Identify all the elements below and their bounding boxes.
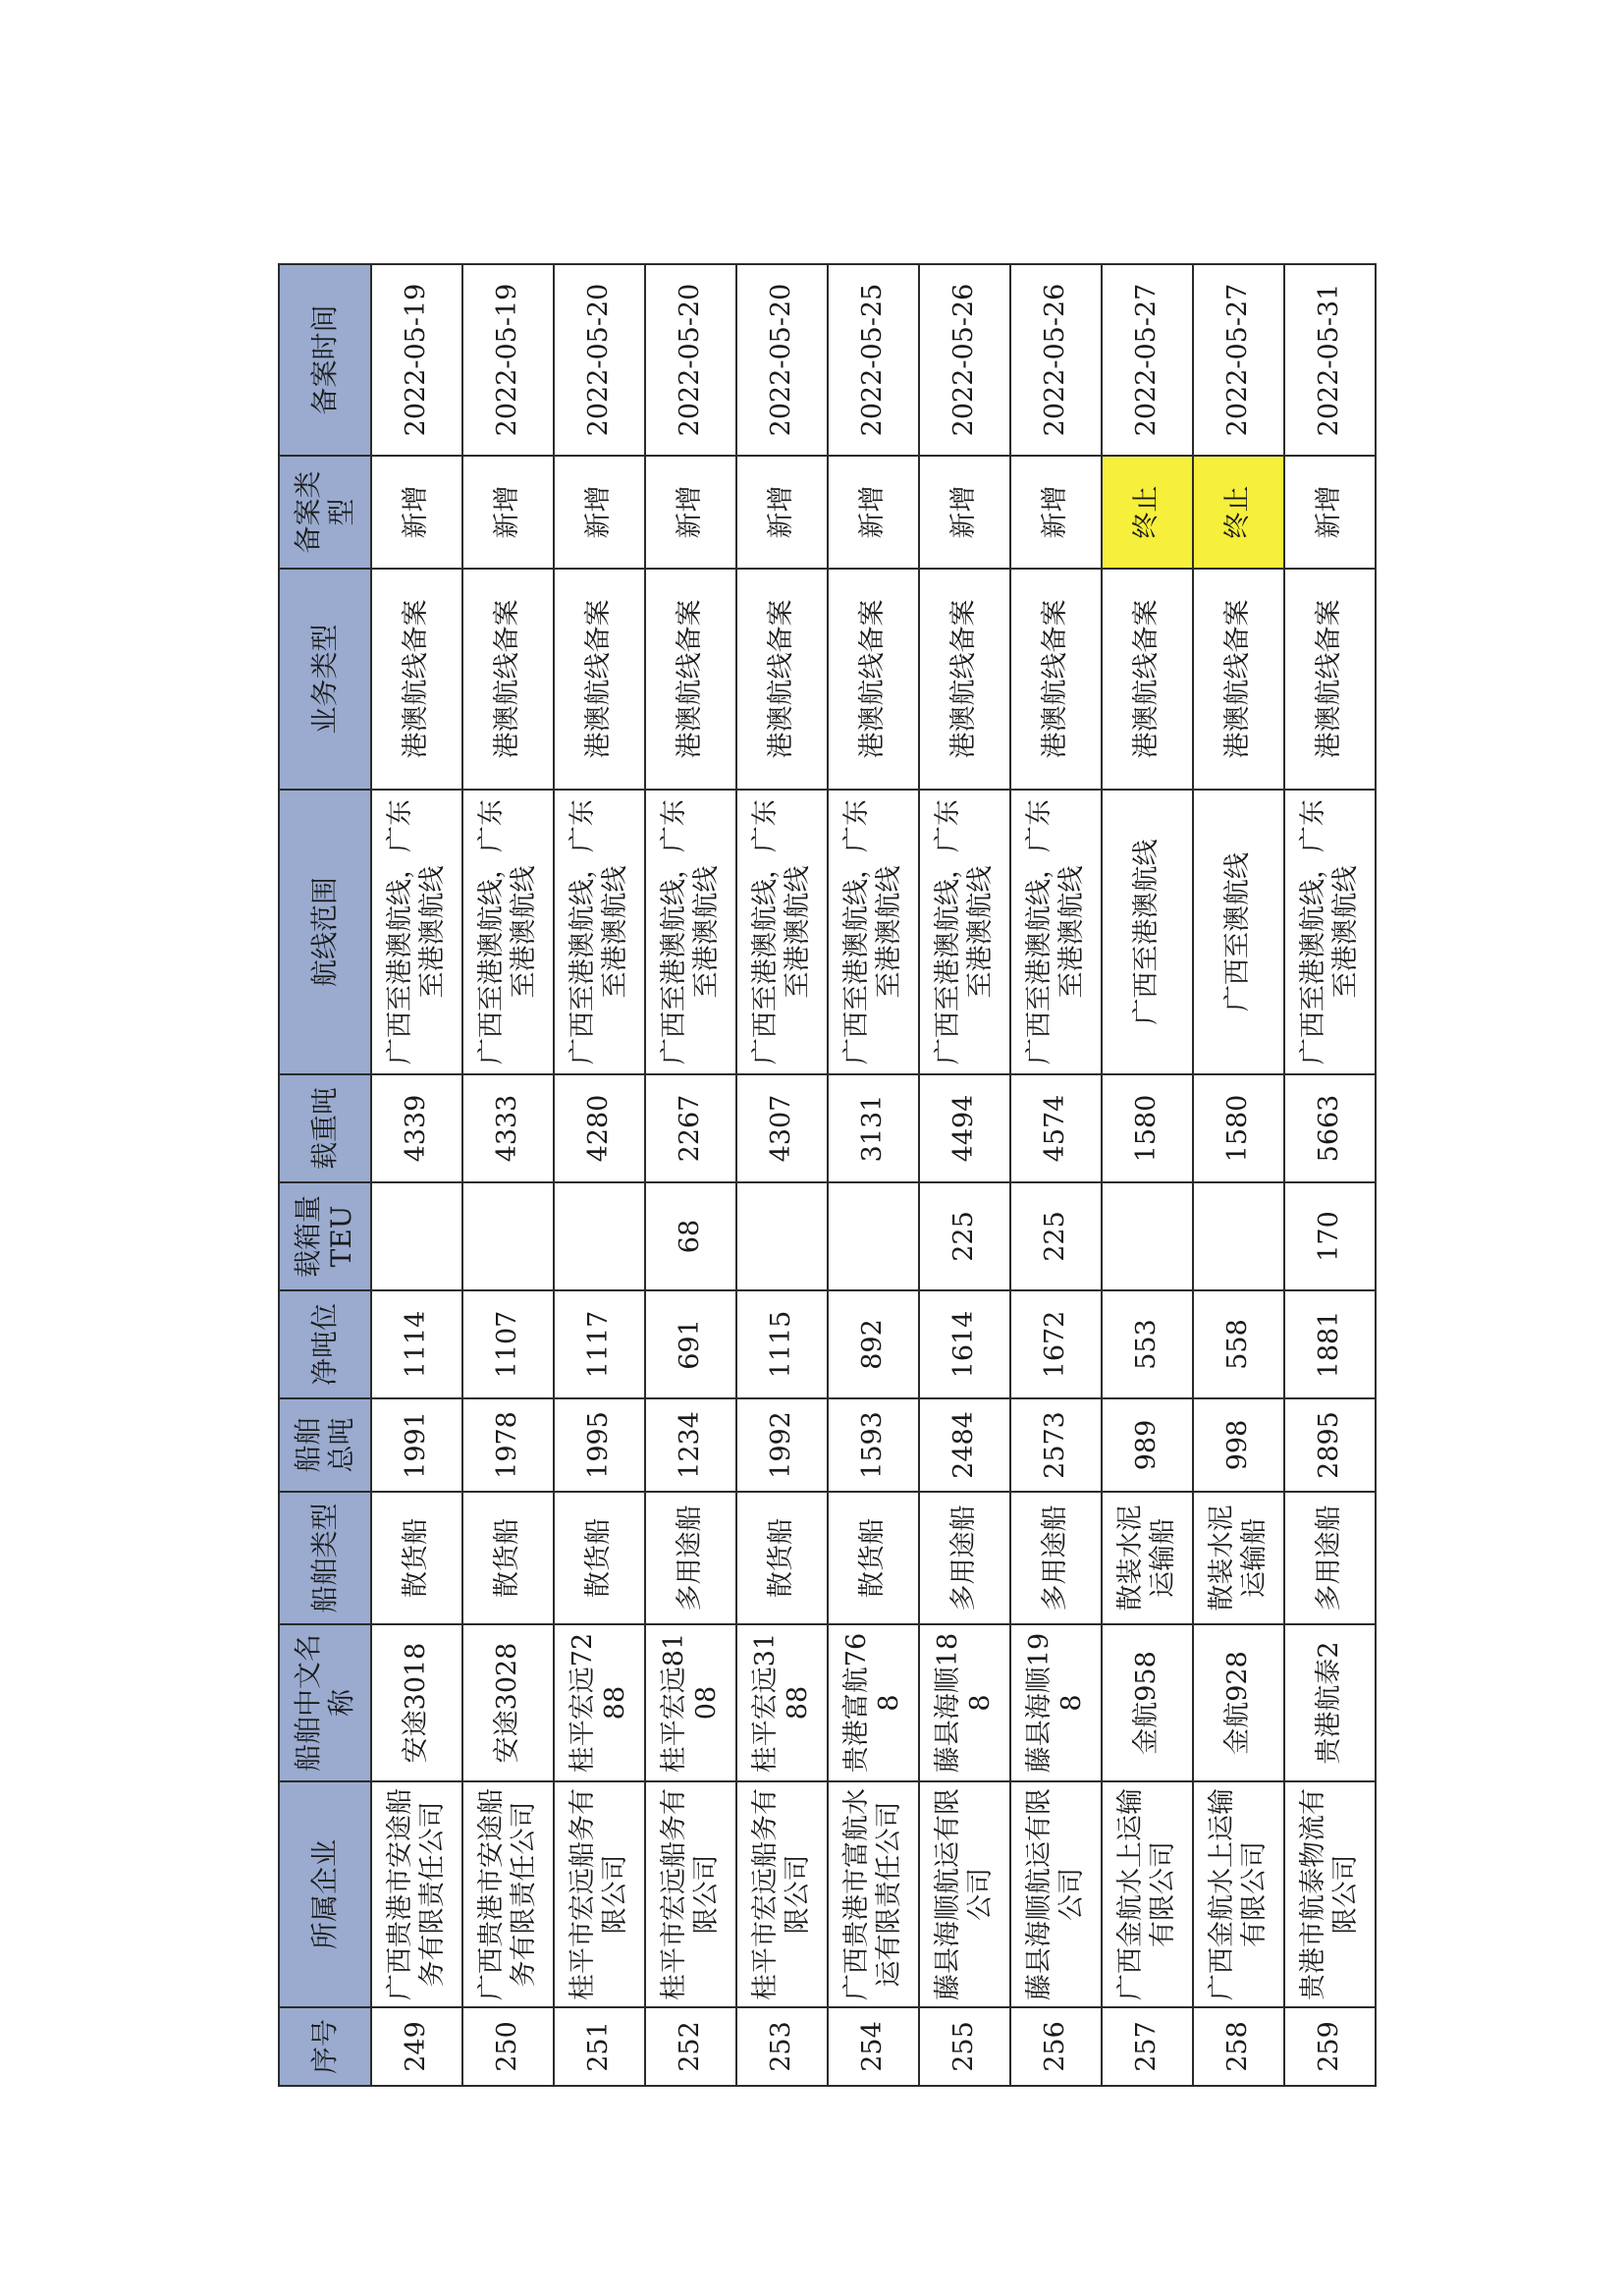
header-cell: 船舶总吨 [279,1398,371,1492]
deadweight-cell: 4494 [919,1074,1010,1182]
business-type-cell: 港澳航线备案 [1284,569,1376,790]
business-type-cell: 港澳航线备案 [1102,569,1193,790]
deadweight-cell: 4307 [736,1074,828,1182]
gross-tonnage-cell: 1995 [554,1398,645,1492]
teu-cell [828,1182,919,1290]
vessel-type-cell: 散货船 [371,1492,462,1624]
seq-cell: 255 [919,2007,1010,2086]
teu-cell [736,1182,828,1290]
filing-type-cell: 终止 [1102,456,1193,569]
business-type-cell: 港澳航线备案 [645,569,736,790]
vessel-type-cell: 多用途船 [1284,1492,1376,1624]
filing-type-cell: 新增 [736,456,828,569]
vessel-filing-table [278,263,1377,2087]
company-cell: 藤县海顺航运有限公司 [919,1781,1010,2007]
company-cell: 桂平市宏远船务有限公司 [736,1781,828,2007]
vessel-type-cell: 多用途船 [919,1492,1010,1624]
company-cell: 桂平市宏远船务有限公司 [645,1781,736,2007]
vessel-type-cell: 散货船 [828,1492,919,1624]
teu-cell [554,1182,645,1290]
deadweight-cell: 2267 [645,1074,736,1182]
filing-date-cell: 2022-05-20 [554,264,645,456]
seq-cell: 257 [1102,2007,1193,2086]
seq-cell: 250 [462,2007,554,2086]
company-cell: 广西贵港市富航水运有限责任公司 [828,1781,919,2007]
vessel-type-cell: 散货船 [736,1492,828,1624]
vessel-name-cell: 贵港航泰2 [1284,1624,1376,1781]
vessel-name-cell: 金航958 [1102,1624,1193,1781]
gross-tonnage-cell: 1992 [736,1398,828,1492]
business-type-cell: 港澳航线备案 [554,569,645,790]
route-scope-cell: 广西至港澳航线，广东至港澳航线 [462,790,554,1074]
header-cell: 所属企业 [279,1781,371,2007]
vessel-type-cell: 散装水泥运输船 [1102,1492,1193,1624]
filing-date-cell: 2022-05-31 [1284,264,1376,456]
header-cell: 备案类型 [279,456,371,569]
teu-cell: 225 [919,1182,1010,1290]
vessel-type-cell: 多用途船 [1010,1492,1102,1624]
gross-tonnage-cell: 1991 [371,1398,462,1492]
vessel-type-cell: 散货船 [554,1492,645,1624]
company-cell: 藤县海顺航运有限公司 [1010,1781,1102,2007]
table-row [462,264,554,2086]
net-tonnage-cell: 558 [1193,1290,1284,1398]
gross-tonnage-cell: 1978 [462,1398,554,1492]
gross-tonnage-cell: 998 [1193,1398,1284,1492]
filing-type-cell: 终止 [1193,456,1284,569]
header-cell: 载重吨 [279,1074,371,1182]
filing-type-cell: 新增 [919,456,1010,569]
net-tonnage-cell: 691 [645,1290,736,1398]
filing-date-cell: 2022-05-27 [1102,264,1193,456]
table-row [371,264,462,2086]
gross-tonnage-cell: 2484 [919,1398,1010,1492]
header-cell: 船舶类型 [279,1492,371,1624]
filing-date-cell: 2022-05-26 [1010,264,1102,456]
route-scope-cell: 广西至港澳航线，广东至港澳航线 [371,790,462,1074]
header-cell: 序号 [279,2007,371,2086]
company-cell: 桂平市宏远船务有限公司 [554,1781,645,2007]
route-scope-cell: 广西至澳航线 [1193,790,1284,1074]
business-type-cell: 港澳航线备案 [462,569,554,790]
route-scope-cell: 广西至港澳航线 [1102,790,1193,1074]
table-row [1102,264,1193,2086]
company-cell: 贵港市航泰物流有限公司 [1284,1781,1376,2007]
vessel-name-cell: 贵港富航768 [828,1624,919,1781]
route-scope-cell: 广西至港澳航线，广东至港澳航线 [736,790,828,1074]
table-row [1193,264,1284,2086]
route-scope-cell: 广西至港澳航线，广东至港澳航线 [828,790,919,1074]
filing-type-cell: 新增 [554,456,645,569]
table-row [1284,264,1376,2086]
deadweight-cell: 5663 [1284,1074,1376,1182]
table-row [554,264,645,2086]
deadweight-cell: 1580 [1193,1074,1284,1182]
seq-cell: 253 [736,2007,828,2086]
filing-date-cell: 2022-05-25 [828,264,919,456]
deadweight-cell: 3131 [828,1074,919,1182]
header-cell: 航线范围 [279,790,371,1074]
filing-date-cell: 2022-05-27 [1193,264,1284,456]
net-tonnage-cell: 1881 [1284,1290,1376,1398]
filing-date-cell: 2022-05-20 [645,264,736,456]
net-tonnage-cell: 1672 [1010,1290,1102,1398]
company-cell: 广西贵港市安途船务有限责任公司 [462,1781,554,2007]
header-cell: 净吨位 [279,1290,371,1398]
header-cell: 备案时间 [279,264,371,456]
seq-cell: 259 [1284,2007,1376,2086]
vessel-type-cell: 多用途船 [645,1492,736,1624]
vessel-name-cell: 藤县海顺188 [919,1624,1010,1781]
deadweight-cell: 4574 [1010,1074,1102,1182]
table-row [1010,264,1102,2086]
seq-cell: 249 [371,2007,462,2086]
vessel-type-cell: 散货船 [462,1492,554,1624]
filing-type-cell: 新增 [371,456,462,569]
net-tonnage-cell: 1107 [462,1290,554,1398]
teu-cell: 68 [645,1182,736,1290]
header-cell: 船舶中文名称 [279,1624,371,1781]
business-type-cell: 港澳航线备案 [1010,569,1102,790]
route-scope-cell: 广西至港澳航线，广东至港澳航线 [919,790,1010,1074]
company-cell: 广西贵港市安途船务有限责任公司 [371,1781,462,2007]
gross-tonnage-cell: 989 [1102,1398,1193,1492]
vessel-name-cell: 安途3028 [462,1624,554,1781]
filing-date-cell: 2022-05-26 [919,264,1010,456]
net-tonnage-cell: 1114 [371,1290,462,1398]
table-row [736,264,828,2086]
company-cell: 广西金航水上运输有限公司 [1193,1781,1284,2007]
vessel-name-cell: 安途3018 [371,1624,462,1781]
net-tonnage-cell: 892 [828,1290,919,1398]
vessel-type-cell: 散装水泥运输船 [1193,1492,1284,1624]
deadweight-cell: 4339 [371,1074,462,1182]
seq-cell: 258 [1193,2007,1284,2086]
business-type-cell: 港澳航线备案 [371,569,462,790]
teu-cell [1102,1182,1193,1290]
vessel-name-cell: 金航928 [1193,1624,1284,1781]
business-type-cell: 港澳航线备案 [736,569,828,790]
company-cell: 广西金航水上运输有限公司 [1102,1781,1193,2007]
seq-cell: 252 [645,2007,736,2086]
route-scope-cell: 广西至港澳航线，广东至港澳航线 [1284,790,1376,1074]
business-type-cell: 港澳航线备案 [1193,569,1284,790]
filing-date-cell: 2022-05-20 [736,264,828,456]
header-cell: 载箱量TEU [279,1182,371,1290]
net-tonnage-cell: 1115 [736,1290,828,1398]
header-cell: 业务类型 [279,569,371,790]
gross-tonnage-cell: 2573 [1010,1398,1102,1492]
vessel-name-cell: 桂平宏远8108 [645,1624,736,1781]
route-scope-cell: 广西至港澳航线，广东至港澳航线 [1010,790,1102,1074]
seq-cell: 256 [1010,2007,1102,2086]
business-type-cell: 港澳航线备案 [828,569,919,790]
filing-type-cell: 新增 [828,456,919,569]
teu-cell [1193,1182,1284,1290]
route-scope-cell: 广西至港澳航线，广东至港澳航线 [554,790,645,1074]
gross-tonnage-cell: 2895 [1284,1398,1376,1492]
teu-cell [462,1182,554,1290]
net-tonnage-cell: 553 [1102,1290,1193,1398]
filing-date-cell: 2022-05-19 [371,264,462,456]
seq-cell: 251 [554,2007,645,2086]
business-type-cell: 港澳航线备案 [919,569,1010,790]
vessel-name-cell: 藤县海顺198 [1010,1624,1102,1781]
gross-tonnage-cell: 1593 [828,1398,919,1492]
filing-type-cell: 新增 [462,456,554,569]
table-row [828,264,919,2086]
deadweight-cell: 1580 [1102,1074,1193,1182]
filing-type-cell: 新增 [1010,456,1102,569]
table-row [645,264,736,2086]
route-scope-cell: 广西至港澳航线，广东至港澳航线 [645,790,736,1074]
filing-type-cell: 新增 [645,456,736,569]
vessel-name-cell: 桂平宏远3188 [736,1624,828,1781]
filing-type-cell: 新增 [1284,456,1376,569]
vessel-name-cell: 桂平宏远7288 [554,1624,645,1781]
net-tonnage-cell: 1117 [554,1290,645,1398]
net-tonnage-cell: 1614 [919,1290,1010,1398]
seq-cell: 254 [828,2007,919,2086]
table-row [919,264,1010,2086]
deadweight-cell: 4333 [462,1074,554,1182]
teu-cell: 170 [1284,1182,1376,1290]
table-header-row [279,264,371,2086]
teu-cell: 225 [1010,1182,1102,1290]
teu-cell [371,1182,462,1290]
rotated-table-wrapper [278,265,1361,2087]
filing-date-cell: 2022-05-19 [462,264,554,456]
gross-tonnage-cell: 1234 [645,1398,736,1492]
deadweight-cell: 4280 [554,1074,645,1182]
